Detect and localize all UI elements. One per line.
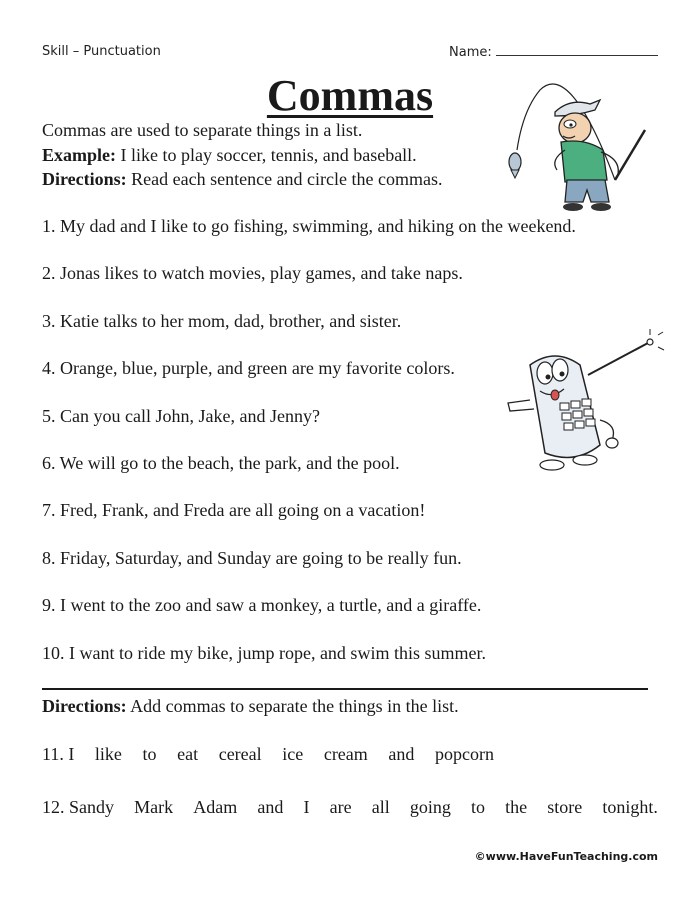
word: cream (323, 744, 368, 764)
example-line (42, 145, 417, 166)
word: and (257, 797, 284, 817)
footer-copyright: ©www.HaveFunTeaching.com (474, 850, 658, 863)
sentence-9: 9. I went to the zoo and saw a monkey, a turtle, and a giraffe. (42, 595, 482, 615)
sentence-7: 7. Fred, Frank, and Freda are all going on a vacation! (42, 500, 426, 520)
word: are (329, 797, 352, 817)
word: I (303, 797, 310, 817)
intro-text: Commas are used to separate things in a list. (42, 120, 363, 140)
sentence-2: 2. Jonas likes to watch movies, play games, and take naps. (42, 263, 463, 283)
directions-text-2: Add commas to separate the things in the list. (126, 696, 459, 716)
word: ice (282, 744, 304, 764)
directions-line-2 (42, 696, 459, 717)
name-label: Name: (449, 45, 492, 60)
word: and (388, 744, 415, 764)
directions-line (42, 169, 443, 190)
sentence-4: 4. Orange, blue, purple, and green are my favorite colors. (42, 358, 455, 378)
exercise-12 (42, 797, 658, 818)
word: cereal (218, 744, 262, 764)
sentence-1: 1. My dad and I like to go fishing, swimming, and hiking on the weekend. (42, 216, 576, 236)
page-title: Commas (266, 71, 434, 120)
word: like (94, 744, 122, 764)
name-blank-line (496, 44, 658, 56)
word: going (409, 797, 451, 817)
sentence-3: 3. Katie talks to her mom, dad, brother, and sister. (42, 311, 402, 331)
example-label: Example: (42, 145, 116, 165)
sentence-5: 5. Can you call John, Jake, and Jenny? (42, 406, 320, 426)
sentence-10: 10. I want to ride my bike, jump rope, and swim this summer. (42, 643, 486, 663)
word: 11. I (42, 744, 75, 764)
sentence-6: 6. We will go to the beach, the park, and the pool. (42, 453, 400, 473)
word: eat (177, 744, 199, 764)
word: store (547, 797, 583, 817)
word: to (142, 744, 157, 764)
fisherman-icon (495, 70, 680, 220)
word: to (471, 797, 486, 817)
exercise-11 (42, 744, 494, 765)
word: tonight. (602, 797, 658, 817)
directions-label-2: Directions: (42, 696, 127, 716)
cell-phone-character-icon (500, 325, 670, 480)
name-field (449, 44, 658, 60)
section-divider (42, 688, 648, 690)
word: Adam (193, 797, 238, 817)
word: Mark (134, 797, 174, 817)
directions-label: Directions: (42, 169, 127, 189)
word: popcorn (434, 744, 494, 764)
directions-text: Read each sentence and circle the commas. (126, 169, 443, 189)
word: the (505, 797, 528, 817)
sentence-8: 8. Friday, Saturday, and Sunday are going to be really fun. (42, 548, 462, 568)
word: all (371, 797, 390, 817)
skill-label: Skill – Punctuation (42, 44, 161, 59)
word: 12. Sandy (42, 797, 114, 817)
example-text: I like to play soccer, tennis, and baseball. (116, 145, 417, 165)
